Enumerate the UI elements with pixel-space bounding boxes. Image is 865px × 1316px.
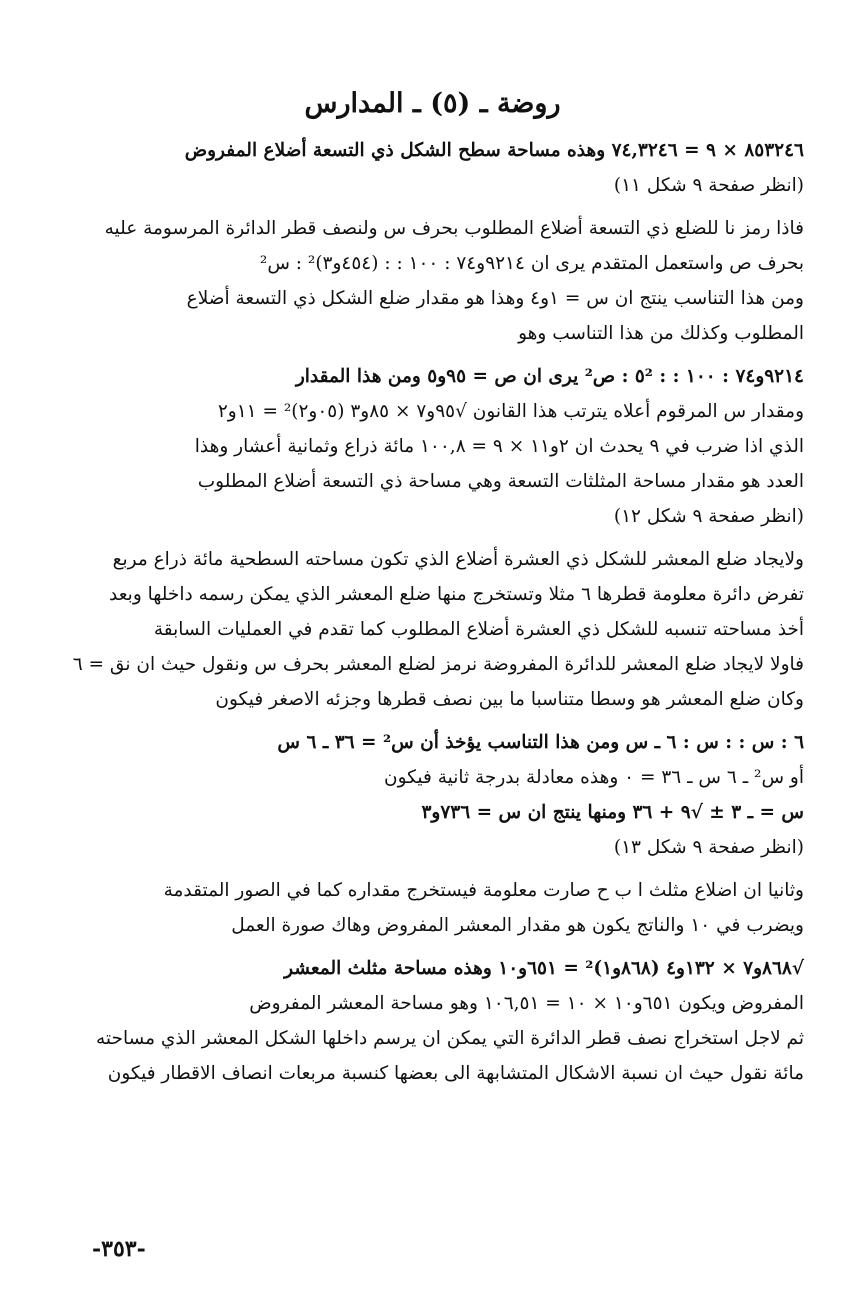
text-line: وثانيا ان اضلاع مثلث ا ب ح صارت معلومة فيستخرج مقداره كما في الصور المتقدمة	[163, 880, 804, 901]
figure-reference: (انظر صفحة ٩ شكل ١٣)	[613, 837, 804, 858]
text-line: فاذا رمز نا للضلع ذي التسعة أضلاع المطلوب بحرف س ولنصف قطر الدائرة المرسومة عليه	[104, 218, 804, 239]
text-line: المطلوب وكذلك من هذا التناسب وهو	[518, 323, 804, 344]
equation-line: √٨٦٨و٧ × ١٣٢و٤ (٨٦٨و١)² = ٦٥١و١٠ وهذه مساحة مثلث المعشر	[284, 958, 804, 979]
equation-line: ٨٥٣٢٤٦ × ٩ = ٧٤,٣٢٤٦ وهذه مساحة سطح الشكل ذي التسعة أضلاع المفروض	[184, 140, 804, 161]
text-line: ومن هذا التناسب ينتج ان س = ١و٤ وهذا هو مقدار ضلع الشكل ذي التسعة أضلاع	[186, 288, 804, 309]
page-body	[72, 140, 804, 1098]
text-line: أو س² ـ ٦ س ـ ٣٦ = ٠ وهذه معادلة بدرجة ثانية فيكون	[384, 767, 804, 788]
page-header: روضة ـ (٥) ـ المدارس	[304, 88, 561, 119]
text-line: المفروض ويكون ٦٥١و١٠ × ١٠ = ١٠٦,٥١ وهو مساحة المعشر المفروض	[249, 993, 804, 1014]
equation-line: ٦ : س : : س : ٦ ـ س ومن هذا التناسب يؤخذ أن س² = ٣٦ ـ ٦ س	[277, 732, 804, 753]
text-line: مائة نقول حيث ان نسبة الاشكال المتشابهة الى بعضها كنسبة مربعات انصاف الاقطار فيكون	[107, 1063, 804, 1084]
text-line: فاولا لايجاد ضلع المعشر للدائرة المفروضة نرمز لضلع المعشر بحرف س ونقول حيث ان نق = ٦	[72, 654, 804, 675]
equation-line: س = ـ ٣ ± √٩ + ٣٦ ومنها ينتج ان س = ٧٣٦و٣	[421, 802, 804, 823]
text-line: ويضرب في ١٠ والناتج يكون هو مقدار المعشر المفروض وهاك صورة العمل	[231, 915, 804, 936]
text-line: بحرف ص واستعمل المتقدم يرى ان ٩٢١٤و٧٤ : ١٠٠ : : (٤٥٤و٣)² : س²	[259, 253, 804, 274]
equation-line: ٩٢١٤و٧٤ : ١٠٠ : : ٥² : ص² يرى ان ص = ٩٥و٥ ومن هذا المقدار	[295, 366, 804, 387]
text-line: أخذ مساحته تنسبه للشكل ذي العشرة أضلاع المطلوب كما تقدم في العمليات السابقة	[153, 619, 804, 640]
text-line: وكان ضلع المعشر هو وسطا متناسبا ما بين نصف قطرها وجزئه الاصغر فيكون	[215, 689, 804, 710]
text-line: العدد هو مقدار مساحة المثلثات التسعة وهي مساحة ذي التسعة أضلاع المطلوب	[197, 471, 804, 492]
text-line: تفرض دائرة معلومة قطرها ٦ مثلا وتستخرج منها ضلع المعشر الذي يمكن رسمه داخلها وبعد	[109, 584, 804, 605]
figure-reference: (انظر صفحة ٩ شكل ١١)	[613, 175, 804, 196]
text-line: ولايجاد ضلع المعشر للشكل ذي العشرة أضلاع الذي تكون مساحته السطحية مائة ذراع مربع	[112, 549, 804, 570]
figure-reference: (انظر صفحة ٩ شكل ١٢)	[613, 506, 804, 527]
page-number: -٣٥٣-	[92, 1236, 146, 1262]
text-line: ومقدار س المرقوم أعلاه يترتب هذا القانون √٩٥و٧ × ٨٥و٣ (٠٥و٢)² = ١١و٢	[217, 401, 804, 422]
text-line: الذي اذا ضرب في ٩ يحدث ان ٢و١١ × ٩ = ١٠٠,٨ مائة ذراع وثمانية أعشار وهذا	[194, 436, 804, 457]
text-line: ثم لاجل استخراج نصف قطر الدائرة التي يمكن ان يرسم داخلها الشكل المعشر الذي مساحته	[96, 1028, 804, 1049]
